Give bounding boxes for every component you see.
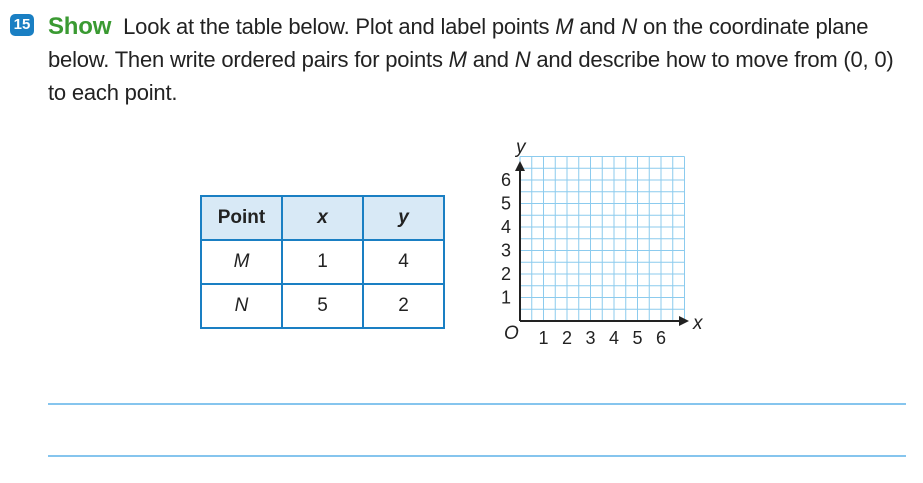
prompt-text-and-2: and <box>466 47 515 72</box>
origin-label: O <box>504 323 519 344</box>
answer-line-2[interactable] <box>48 455 906 457</box>
prompt-point-m-1: M <box>555 14 574 39</box>
coordinate-grid <box>520 157 685 322</box>
y-tick-labels <box>501 170 511 308</box>
y-tick-label: 4 <box>501 217 512 237</box>
prompt-text-2: on the coordinate plane below. Then write ordered pairs for points <box>48 14 869 72</box>
header-x: x <box>282 196 363 240</box>
x-tick-label: 5 <box>632 328 643 348</box>
table-header-row <box>201 196 444 240</box>
prompt-text-3: and describe how to move from (0, 0) to each point. <box>48 47 894 105</box>
row-m-y: 4 <box>363 240 444 284</box>
row-m-x: 1 <box>282 240 363 284</box>
points-table <box>200 195 445 329</box>
show-heading: Show <box>48 13 112 40</box>
y-tick-label: 2 <box>501 264 512 284</box>
x-tick-label: 1 <box>538 328 549 348</box>
coordinate-plane[interactable] <box>490 135 720 355</box>
prompt-point-m-2: M <box>448 47 467 72</box>
answer-line-1[interactable] <box>48 403 906 405</box>
table-row <box>201 284 444 328</box>
x-tick-label: 6 <box>656 328 667 348</box>
row-n-x: 5 <box>282 284 363 328</box>
x-tick-labels <box>539 328 667 348</box>
row-n-point: N <box>201 284 282 328</box>
y-tick-label: 3 <box>501 240 512 261</box>
prompt-text-1: Look at the table below. Plot and label points <box>123 14 556 39</box>
y-tick-label: 1 <box>501 287 512 308</box>
x-tick-label: 4 <box>609 328 620 348</box>
prompt-text-and-1: and <box>573 14 622 39</box>
x-tick-label: 3 <box>585 328 596 348</box>
y-tick-label: 6 <box>501 170 512 190</box>
y-axis-arrow-icon <box>515 161 525 171</box>
y-tick-label: 5 <box>501 193 512 214</box>
problem-prompt <box>48 10 908 109</box>
header-y: y <box>363 196 444 240</box>
row-n-y: 2 <box>363 284 444 328</box>
row-m-point: M <box>201 240 282 284</box>
table-row <box>201 240 444 284</box>
prompt-point-n-1: N <box>621 14 638 39</box>
prompt-point-n-2: N <box>514 47 531 72</box>
problem-number-badge: 15 <box>10 14 34 36</box>
header-point: Point <box>201 196 282 240</box>
x-tick-label: 2 <box>562 328 573 348</box>
x-axis-label: x <box>693 313 703 334</box>
y-axis-label: y <box>516 137 526 158</box>
